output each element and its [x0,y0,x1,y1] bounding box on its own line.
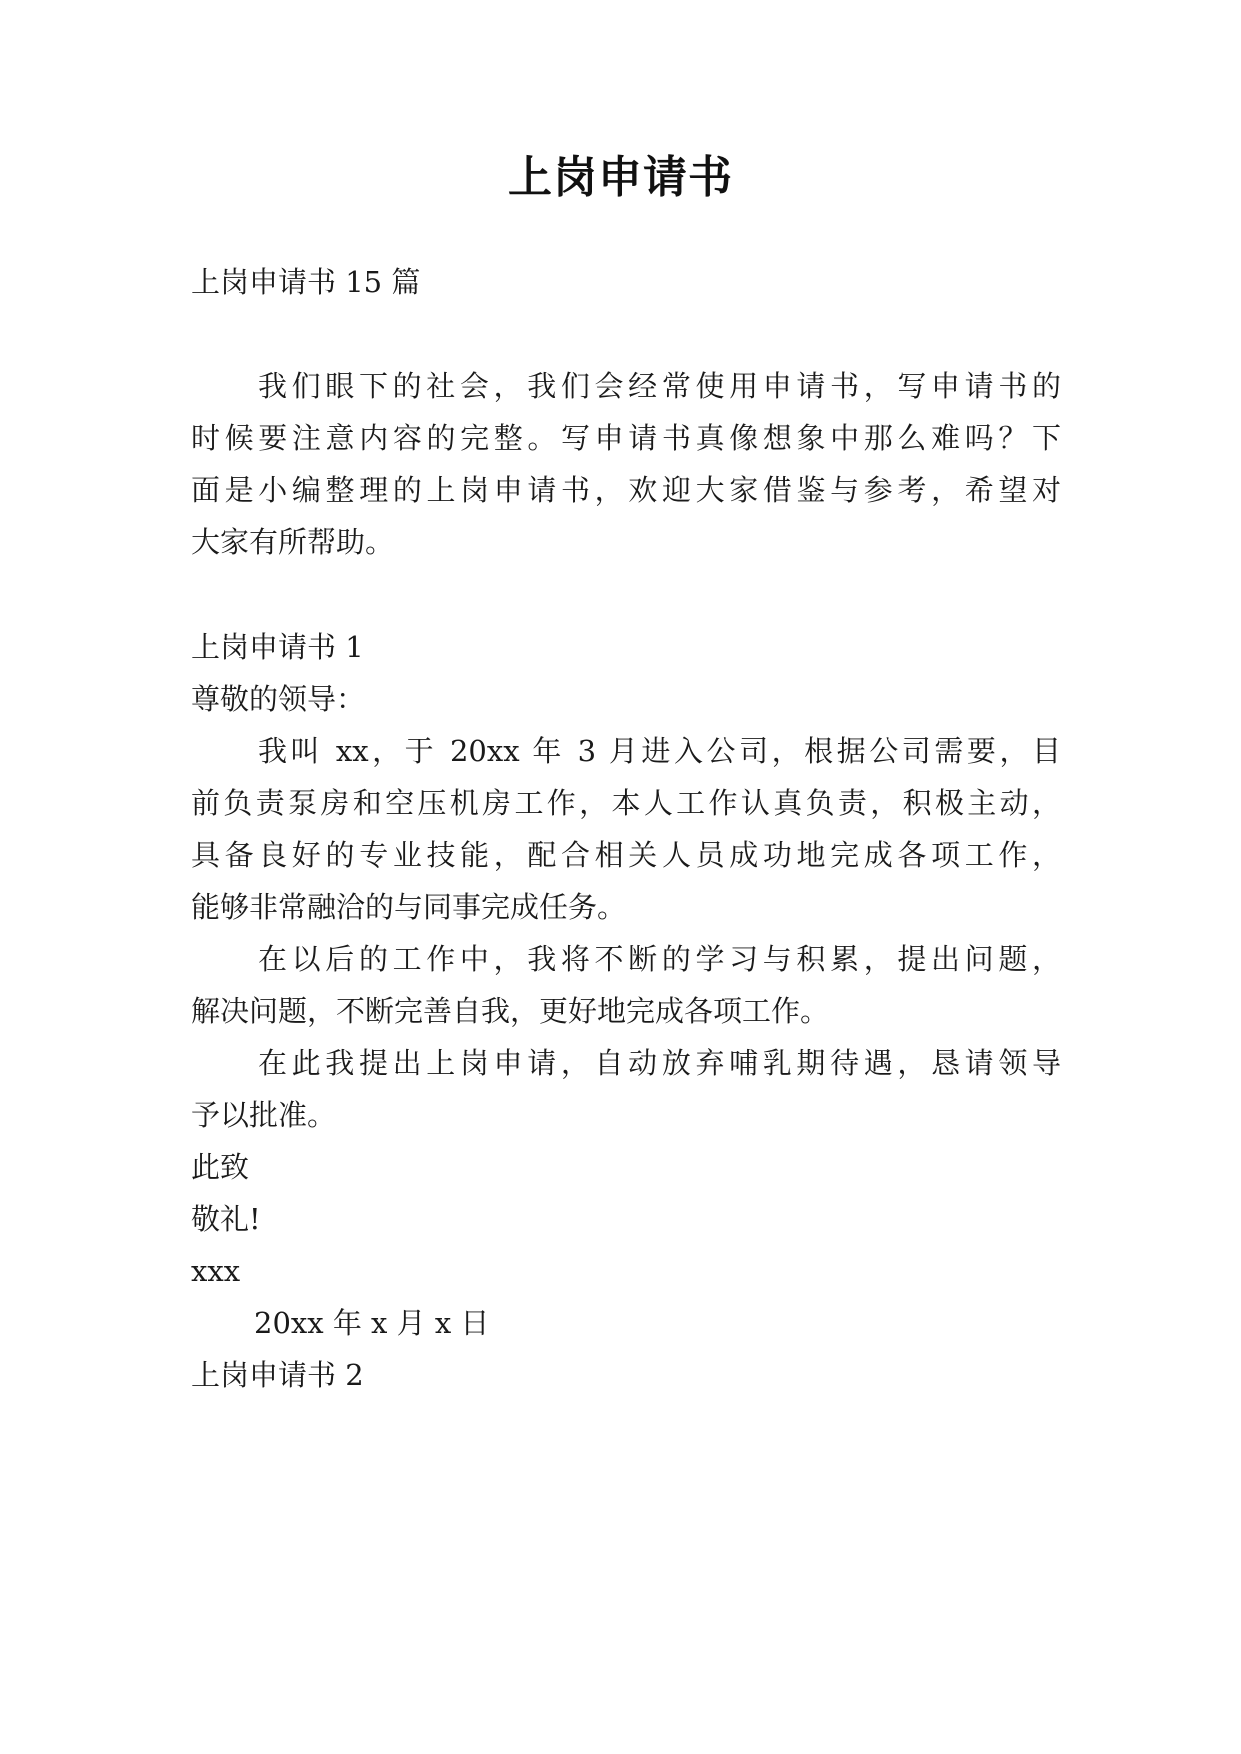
letter2-heading: 上岗申请书 2 [191,1358,364,1392]
letter1-closing-2: 敬礼! [191,1202,261,1236]
intro-line-1: 我们眼下的社会，我们会经常使用申请书，写申请书的 [258,369,1061,403]
letter1-para1-line-3: 具备良好的专业技能，配合相关人员成功地完成各项工作， [191,838,1061,872]
letter1-para2-line-2: 解决问题，不断完善自我，更好地完成各项工作。 [191,994,830,1028]
letter1-para1-line-1: 我叫 xx，于 20xx 年 3 月进入公司，根据公司需要，目 [258,734,1061,768]
document-subtitle: 上岗申请书 15 篇 [191,265,421,299]
letter1-heading: 上岗申请书 1 [191,630,364,664]
letter1-date: 20xx 年 x 月 x 日 [254,1306,490,1340]
letter1-para1-line-2: 前负责泵房和空压机房工作，本人工作认真负责，积极主动， [191,786,1061,820]
letter1-salutation: 尊敬的领导： [191,682,366,716]
letter1-signature: xxx [191,1254,241,1288]
intro-line-3: 面是小编整理的上岗申请书，欢迎大家借鉴与参考，希望对 [191,473,1061,507]
document-title: 上岗申请书 [508,152,733,203]
letter1-para3-line-2: 予以批准。 [191,1098,337,1132]
intro-line-2: 时候要注意内容的完整。写申请书真像想象中那么难吗？下 [191,421,1061,455]
letter1-para2-line-1: 在以后的工作中，我将不断的学习与积累，提出问题， [258,942,1061,976]
letter1-closing-1: 此致 [191,1150,250,1184]
intro-line-4: 大家有所帮助。 [191,525,395,559]
letter1-para1-line-4: 能够非常融洽的与同事完成任务。 [191,890,627,924]
letter1-para3-line-1: 在此我提出上岗申请，自动放弃哺乳期待遇，恳请领导 [258,1046,1061,1080]
